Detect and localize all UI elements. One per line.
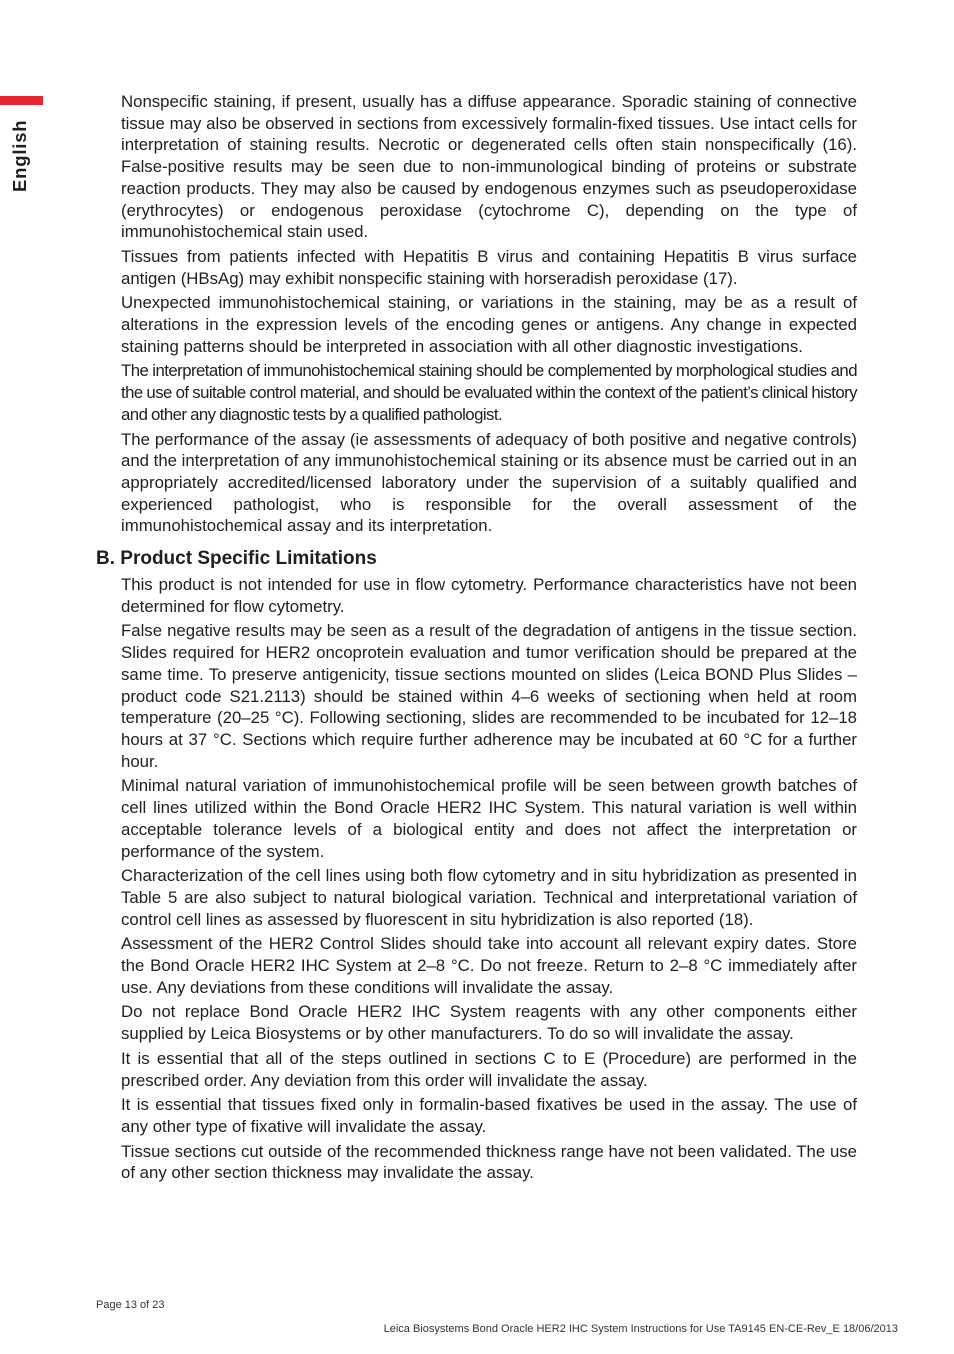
- paragraph-storage: Assessment of the HER2 Control Slides should take into account all relevant expiry dates. Store the Bond Oracle HER2 IHC System at 2–8 °C. Do not freeze. Return to 2–8 °C immediately after use. Any deviations from these conditions will invalidate the assay.: [121, 934, 857, 997]
- language-label: English: [9, 119, 30, 192]
- paragraph-reagent-replacement: Do not replace Bond Oracle HER2 IHC System reagents with any other components either supplied by Leica Biosystems or by other manufacturers. To do so will invalidate the assay.: [121, 1002, 857, 1044]
- document-footer: Leica Biosystems Bond Oracle HER2 IHC System Instructions for Use TA9145 EN-CE-Rev_E 18/06/2013: [383, 1323, 898, 1335]
- paragraph-flow-cytometry: This product is not intended for use in flow cytometry. Performance characteristics have not been determined for flow cytometry.: [121, 575, 857, 616]
- page-content: [96, 91, 857, 1187]
- language-tab-marker: [0, 96, 43, 105]
- page-number: Page 13 of 23: [96, 1299, 165, 1311]
- paragraph-false-negative: False negative results may be seen as a result of the degradation of antigens in the tissue section. Slides required for HER2 oncoprotein evaluation and tumor verification should be prepared at the same time. To preserve antigenicity, tissue sections mounted on slides (Leica BOND Plus Slides – product code S21.2113) should be stained within 4–6 weeks of sectioning when held at room temperature (20–25 °C). Following sectioning, slides are recommended to be incubated for 12–18 hours at 37 °C. Sections which require further adherence may be incubated at 60 °C for a further hour.: [121, 621, 857, 771]
- paragraph-fixatives: It is essential that tissues fixed only in formalin-based fixatives be used in the assay. The use of any other type of fixative will invalidate the assay.: [121, 1095, 857, 1136]
- paragraph-unexpected-staining: Unexpected immunohistochemical staining, or variations in the staining, may be as a result of alterations in the expression levels of the encoding genes or antigens. Any change in expected staining patterns should be interpreted in association with all other diagnostic investigations.: [121, 293, 857, 356]
- paragraph-nonspecific-staining: Nonspecific staining, if present, usually has a diffuse appearance. Sporadic staining of connective tissue may also be observed in sections from excessively formalin-fixed tissues. Use intact cells for interpretation of staining results. Necrotic or degenerated cells often stain nonspecifically (16). False-positive results may be seen due to non-immunological binding of proteins or substrate reaction products. They may also be caused by endogenous enzymes such as pseudoperoxidase (erythrocytes) or endogenous peroxidase (cytochrome C), depending on the type of immunohistochemical stain used.: [121, 92, 857, 242]
- paragraph-characterization: Characterization of the cell lines using both flow cytometry and in situ hybridization as presented in Table 5 are also subject to natural biological variation. Technical and interpretational variation of control cell lines as assessed by fluorescent in situ hybridization is also reported (18).: [121, 866, 857, 929]
- paragraph-natural-variation: Minimal natural variation of immunohistochemical profile will be seen between growth batches of cell lines utilized within the Bond Oracle HER2 IHC System. This natural variation is well within acceptable tolerance levels of a biological entity and does not affect the interpretation or performance of the system.: [121, 776, 857, 861]
- paragraph-interpretation: The interpretation of immunohistochemical staining should be complemented by morphological studies and the use of suitable control material, and should be evaluated within the context of the patient’s clinical history and other any diagnostic tests by a qualified pathologist.: [121, 361, 857, 424]
- paragraph-assay-performance: The performance of the assay (ie assessments of adequacy of both positive and negative controls) and the interpretation of any immunohistochemical staining or its absence must be carried out in an appropriately accredited/licensed laboratory under the supervision of a suitably qualified and experienced pathologist, who is responsible for the overall assessment of the immunohistochemical assay and its interpretation.: [121, 429, 857, 536]
- paragraph-procedure-order: It is essential that all of the steps outlined in sections C to E (Procedure) are performed in the prescribed order. Any deviation from this order will invalidate the assay.: [121, 1048, 857, 1090]
- section-heading: B. Product Specific Limitations: [96, 548, 377, 570]
- paragraph-section-thickness: Tissue sections cut outside of the recommended thickness range have not been validated. The use of any other section thickness may invalidate the assay.: [121, 1141, 857, 1183]
- paragraph-hepatitis-b: Tissues from patients infected with Hepatitis B virus and containing Hepatitis B virus surface antigen (HBsAg) may exhibit nonspecific staining with horseradish peroxidase (17).: [121, 246, 857, 288]
